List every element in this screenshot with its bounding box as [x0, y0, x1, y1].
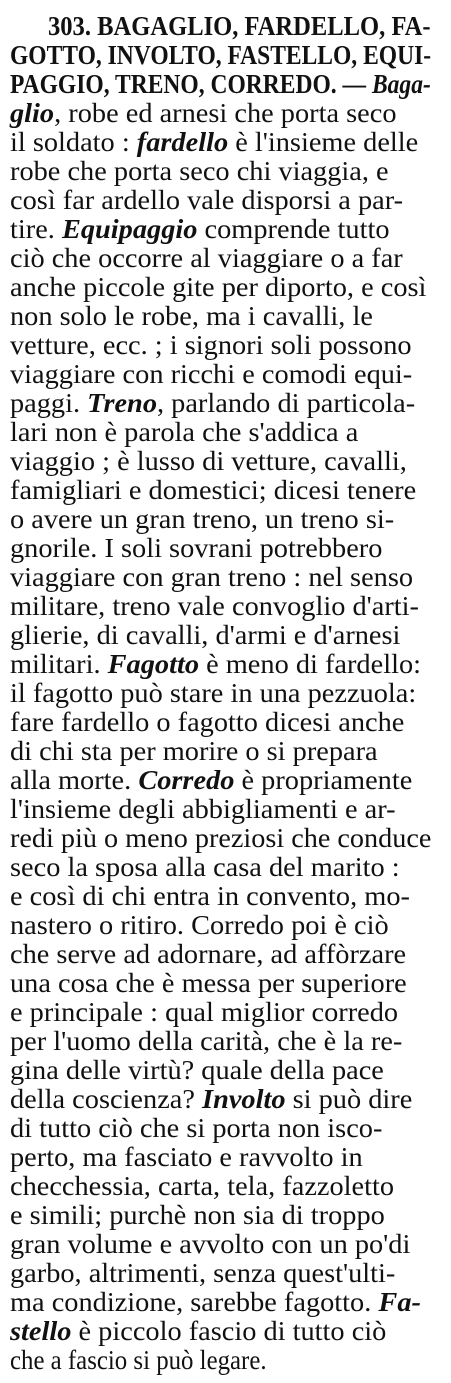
text-line — [10, 1315, 386, 1347]
text-segment: il fagotto può stare in una pezzuola: — [10, 678, 417, 708]
text-line — [10, 300, 373, 332]
text-segment: militare, treno vale convoglio d'arti- — [10, 591, 419, 621]
text-line — [10, 1228, 410, 1260]
text-line — [10, 68, 431, 100]
text-segment: viaggiare con ricchi e comodi equi- — [10, 359, 413, 389]
text-segment: comprende tutto — [197, 214, 390, 244]
text-segment: e simili; purchè non sia di troppo — [10, 1200, 385, 1230]
text-segment: militari. — [10, 649, 108, 679]
text-line — [10, 590, 419, 622]
italic-term: Treno — [87, 388, 157, 418]
text-line — [10, 445, 407, 477]
text-segment: o avere un gran treno, un treno si- — [10, 504, 395, 534]
text-line — [10, 503, 394, 535]
text-line — [10, 416, 358, 448]
text-segment: gran volume e avvolto con un po'di — [10, 1229, 411, 1259]
text-line — [10, 1257, 395, 1289]
text-segment: e così di chi entra in convento, mo- — [10, 881, 410, 911]
text-segment: GOTTO, INVOLTO, FASTELLO, EQUI- — [10, 40, 432, 70]
text-line — [10, 1344, 267, 1376]
italic-term: Equipaggio — [61, 214, 198, 244]
text-segment: che a fascio si può legare. — [10, 1345, 267, 1375]
text-segment: si può dire — [285, 1084, 413, 1114]
text-line — [10, 822, 431, 854]
text-segment: gina delle virtù? quale della pace — [10, 1055, 384, 1085]
text-line — [10, 793, 396, 825]
text-line — [10, 909, 389, 941]
text-line — [10, 1141, 363, 1173]
text-segment: 303. BAGAGLIO, FARDELLO, FA- — [48, 11, 431, 41]
text-segment: di chi sta per morire o si prepara — [10, 736, 378, 766]
text-segment: glierie, di cavalli, d'armi e d'arnesi — [10, 620, 401, 650]
text-segment: seco la sposa alla casa del marito : — [10, 852, 400, 882]
text-segment: ma condizione, sarebbe fagotto. — [10, 1287, 379, 1317]
italic-term: Baga- — [371, 69, 431, 99]
italic-term: Involto — [202, 1084, 286, 1114]
text-segment: il soldato : — [10, 127, 137, 157]
text-segment: una cosa che è messa per superiore — [10, 968, 407, 998]
text-segment: non solo le robe, ma i cavalli, le — [10, 301, 373, 331]
text-segment: anche piccole gite per diporto, e così — [10, 272, 427, 302]
text-line — [10, 329, 412, 361]
text-line — [10, 387, 415, 419]
italic-term: stello — [10, 1316, 72, 1346]
text-line — [10, 1054, 384, 1086]
text-line — [10, 1025, 402, 1057]
text-segment: per l'uomo della carità, che è la re- — [10, 1026, 403, 1056]
text-line — [10, 967, 407, 999]
text-line — [10, 619, 400, 651]
italic-term: Fa- — [378, 1287, 421, 1317]
text-segment: vetture, ecc. ; i signori soli possono — [10, 330, 412, 360]
text-line — [10, 706, 404, 738]
text-line — [48, 10, 431, 42]
text-line — [10, 561, 413, 593]
text-line — [10, 677, 416, 709]
text-line — [10, 126, 418, 158]
text-line — [10, 271, 426, 303]
text-line — [10, 880, 410, 912]
text-segment: perto, ma fasciato e ravvolto in — [10, 1142, 363, 1172]
text-line — [10, 1112, 382, 1144]
text-segment: checchessia, carta, tela, fazzoletto — [10, 1171, 395, 1201]
text-segment: robe che porta seco chi viaggia, e — [10, 156, 389, 186]
italic-term: Corredo — [138, 765, 235, 795]
text-line — [10, 97, 397, 129]
text-segment: gnorile. I soli sovrani potrebbero — [10, 533, 383, 563]
text-segment: , parlando di particola- — [157, 388, 416, 418]
text-segment: così far ardello vale disporsi a par- — [10, 185, 404, 215]
text-segment: garbo, altrimenti, senza quest'ulti- — [10, 1258, 396, 1288]
text-segment: , robe ed arnesi che porta seco — [54, 98, 397, 128]
text-line — [10, 358, 412, 390]
text-line — [10, 39, 431, 71]
text-segment: famigliari e domestici; dicesi tenere — [10, 475, 417, 505]
text-segment: è propriamente — [234, 765, 413, 795]
text-line — [10, 996, 398, 1028]
text-segment: l'insieme degli abbigliamenti e ar- — [10, 794, 396, 824]
text-segment: e principale : qual miglior corredo — [10, 997, 399, 1027]
text-line — [10, 155, 389, 187]
text-segment: tire. — [10, 214, 62, 244]
text-line — [10, 648, 421, 680]
text-segment: è meno di fardello: — [198, 649, 422, 679]
text-segment: nastero o ritiro. Corredo poi è ciò — [10, 910, 389, 940]
text-segment: è l'insieme delle — [228, 127, 419, 157]
text-line — [10, 213, 390, 245]
text-segment: della coscienza? — [10, 1084, 203, 1114]
text-line — [10, 1286, 421, 1318]
italic-term: fardello — [136, 127, 229, 157]
text-segment: PAGGIO, TRENO, CORREDO. — — [10, 69, 372, 99]
text-segment: lari non è parola che s'addica a — [10, 417, 359, 447]
text-line — [10, 474, 416, 506]
text-segment: di tutto ciò che si porta non isco- — [10, 1113, 383, 1143]
text-line — [10, 532, 382, 564]
text-line — [10, 735, 378, 767]
text-segment: viaggio ; è lusso di vetture, cavalli, — [10, 446, 407, 476]
text-line — [10, 851, 400, 883]
text-segment: è piccolo fascio di tutto ciò — [71, 1316, 387, 1346]
text-line — [10, 242, 403, 274]
text-segment: fare fardello o fagotto dicesi anche — [10, 707, 405, 737]
text-line — [10, 1083, 412, 1115]
text-segment: che serve ad adornare, ad affòrzare — [10, 939, 407, 969]
italic-term: Fagotto — [107, 649, 199, 679]
text-segment: viaggiare con gran treno : nel senso — [10, 562, 414, 592]
text-segment: alla morte. — [10, 765, 139, 795]
text-line — [10, 184, 403, 216]
italic-term: glio — [10, 98, 55, 128]
text-segment: paggi. — [10, 388, 88, 418]
text-line — [10, 1170, 394, 1202]
text-line — [10, 764, 412, 796]
text-segment: redi più o meno preziosi che conduce — [10, 823, 432, 853]
text-line — [10, 938, 406, 970]
text-segment: ciò che occorre al viaggiare o a far — [10, 243, 403, 273]
text-line — [10, 1199, 385, 1231]
